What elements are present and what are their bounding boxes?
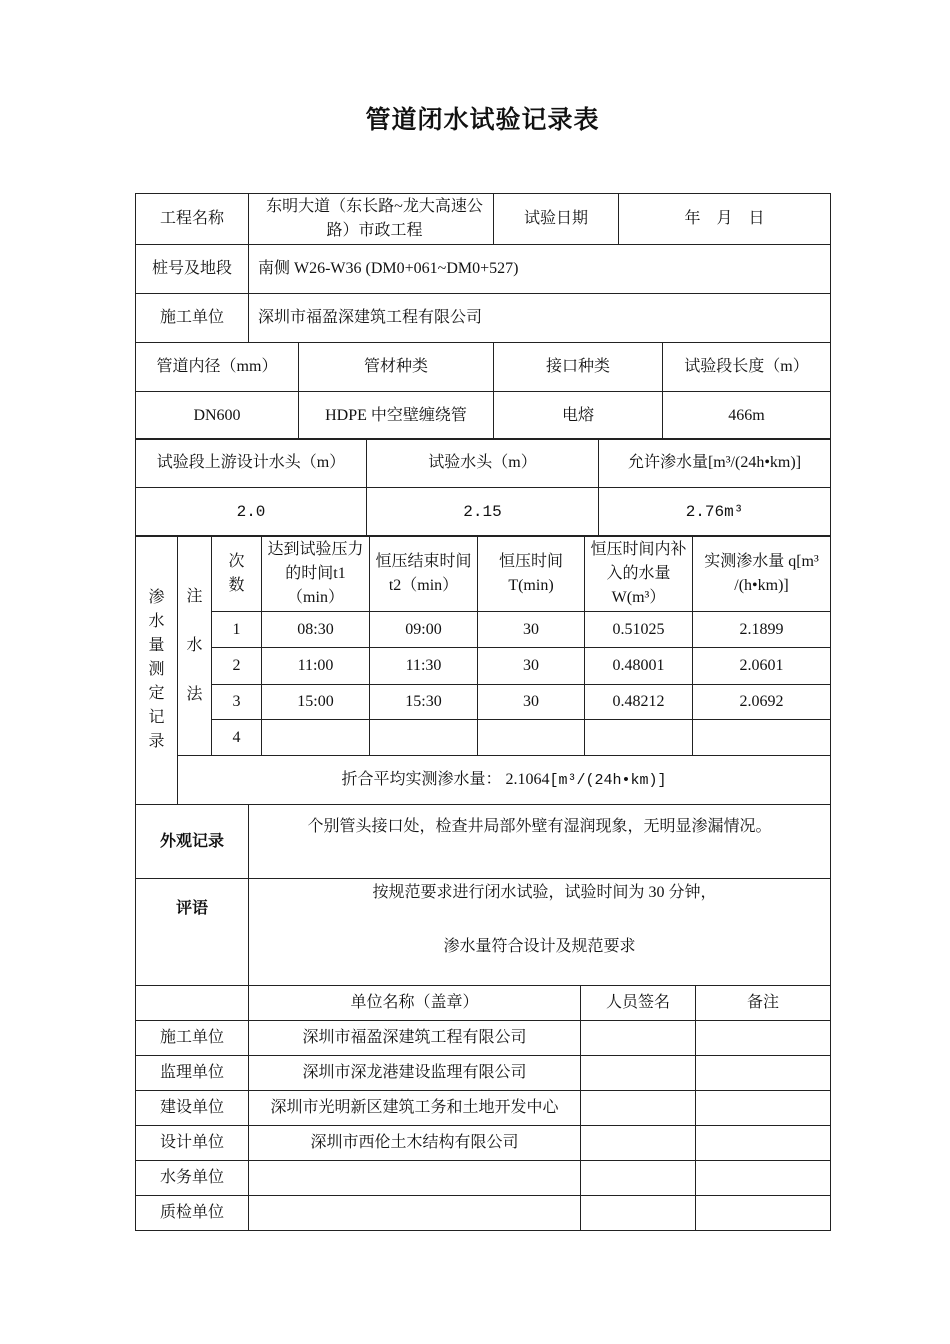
contractor-value: 深圳市福盈深建筑工程有限公司	[249, 294, 831, 343]
signoff-row	[136, 1126, 831, 1161]
row3-t2: 15:30	[370, 685, 478, 720]
count-header	[212, 536, 262, 612]
date-value: 年 月 日	[619, 194, 831, 245]
row4-count: 4	[212, 720, 262, 756]
comment-row	[136, 879, 831, 986]
seepage-record-label	[136, 536, 178, 805]
row2-seepage: 2.0601	[693, 648, 831, 685]
project-label: 工程名称	[136, 194, 249, 245]
allowed-seepage-value: 2.76m³	[599, 488, 831, 537]
appearance-row	[136, 805, 831, 879]
row2-water: 0.48001	[585, 648, 693, 685]
signoff-signature	[581, 1161, 696, 1196]
row3-duration: 30	[478, 685, 585, 720]
row4-t1	[262, 720, 370, 756]
design-head-header: 试验段上游设计水头（m）	[136, 439, 367, 488]
comment-text	[249, 879, 831, 986]
pipe-diameter-value: DN600	[136, 392, 299, 440]
seepage-record-text: 渗水量测定记录	[148, 589, 165, 750]
row1-count: 1	[212, 612, 262, 648]
signoff-role: 建设单位	[136, 1091, 249, 1126]
pipe-material-value: HDPE 中空壁缠绕管	[299, 392, 494, 440]
signoff-signature	[581, 1056, 696, 1091]
signoff-remark	[696, 1021, 831, 1056]
comment-line-1: 按规范要求进行闭水试验，试验时间为 30 分钟，	[372, 884, 717, 901]
signoff-row	[136, 1161, 831, 1196]
row4-seepage	[693, 720, 831, 756]
average-cell	[178, 756, 831, 805]
duration-header: 恒压时间T(min)	[478, 536, 585, 612]
contractor-row	[136, 294, 831, 343]
remarks-table	[135, 804, 831, 986]
average-unit: [m³/(24h•km)]	[549, 771, 667, 789]
appearance-text: 个别管头接口处，检查井局部外壁有湿润现象，无明显渗漏情况。	[249, 805, 831, 879]
row3-count: 3	[212, 685, 262, 720]
test-head-header: 试验水头（m）	[367, 439, 599, 488]
t1-header: 达到试验压力的时间t1（min）	[262, 536, 370, 612]
row1-duration: 30	[478, 612, 585, 648]
average-value: 2.1064	[505, 770, 550, 788]
average-row	[136, 756, 831, 805]
head-header-row	[136, 439, 831, 488]
signoff-signature	[581, 1196, 696, 1231]
signoff-row	[136, 1091, 831, 1126]
pipe-header-row	[136, 343, 831, 392]
injection-method-label	[178, 536, 212, 756]
signoff-unit-name	[249, 1161, 581, 1196]
signoff-remark	[696, 1091, 831, 1126]
signoff-unit-name: 深圳市福盈深建筑工程有限公司	[249, 1021, 581, 1056]
signoff-unit-header: 单位名称（盖章）	[249, 986, 581, 1021]
measure-row-1	[136, 612, 831, 648]
measurement-table	[135, 535, 831, 805]
signoff-header-row	[136, 986, 831, 1021]
row4-duration	[478, 720, 585, 756]
signoff-signature-header: 人员签名	[581, 986, 696, 1021]
row1-t2: 09:00	[370, 612, 478, 648]
t2-header: 恒压结束时间 t2（min）	[370, 536, 478, 612]
appearance-label: 外观记录	[136, 805, 249, 879]
head-value-row	[136, 488, 831, 537]
head-table	[135, 438, 831, 537]
signoff-row	[136, 1196, 831, 1231]
signoff-role: 设计单位	[136, 1126, 249, 1161]
contractor-label: 施工单位	[136, 294, 249, 343]
signoff-unit-name: 深圳市深龙港建设监理有限公司	[249, 1056, 581, 1091]
signoff-remark	[696, 1161, 831, 1196]
row2-t1: 11:00	[262, 648, 370, 685]
row3-t1: 15:00	[262, 685, 370, 720]
signoff-row	[136, 1021, 831, 1056]
project-info-table	[135, 193, 831, 343]
water-added-header: 恒压时间内补入的水量W(m³）	[585, 536, 693, 612]
count-header-text: 次数	[228, 552, 245, 594]
row4-t2	[370, 720, 478, 756]
signoff-remark	[696, 1126, 831, 1161]
signoff-table	[135, 985, 831, 1231]
signoff-blank-header	[136, 986, 249, 1021]
project-value: 东明大道（东长路~龙大高速公路）市政工程	[249, 194, 494, 245]
measured-seepage-header: 实测渗水量 q[m³ /(h•km)]	[693, 536, 831, 612]
station-row	[136, 245, 831, 294]
signoff-signature	[581, 1126, 696, 1161]
signoff-signature	[581, 1021, 696, 1056]
comment-line-2: 渗水量符合设计及规范要求	[443, 938, 636, 955]
pipe-material-header: 管材种类	[299, 343, 494, 392]
signoff-role: 水务单位	[136, 1161, 249, 1196]
row1-seepage: 2.1899	[693, 612, 831, 648]
test-head-value: 2.15	[367, 488, 599, 537]
signoff-role: 施工单位	[136, 1021, 249, 1056]
measure-row-2	[136, 648, 831, 685]
comment-label: 评语	[136, 879, 249, 986]
pipe-value-row	[136, 392, 831, 440]
measure-row-3	[136, 685, 831, 720]
row4-water	[585, 720, 693, 756]
pipe-joint-header: 接口种类	[494, 343, 663, 392]
signoff-row	[136, 1056, 831, 1091]
project-row	[136, 194, 831, 245]
station-label: 桩号及地段	[136, 245, 249, 294]
signoff-role: 质检单位	[136, 1196, 249, 1231]
measure-row-4	[136, 720, 831, 756]
injection-method-text: 注水法	[186, 588, 203, 703]
row1-water: 0.51025	[585, 612, 693, 648]
signoff-signature	[581, 1091, 696, 1126]
average-label: 折合平均实测渗水量：	[341, 770, 502, 788]
date-label: 试验日期	[494, 194, 619, 245]
signoff-unit-name	[249, 1196, 581, 1231]
station-value: 南侧 W26-W36 (DM0+061~DM0+527)	[249, 245, 831, 294]
signoff-remark	[696, 1196, 831, 1231]
row1-t1: 08:30	[262, 612, 370, 648]
measure-header-row	[136, 536, 831, 612]
row3-water: 0.48212	[585, 685, 693, 720]
row2-count: 2	[212, 648, 262, 685]
row2-duration: 30	[478, 648, 585, 685]
signoff-role: 监理单位	[136, 1056, 249, 1091]
pipe-length-value: 466m	[663, 392, 831, 440]
page-title: 管道闭水试验记录表	[365, 107, 600, 134]
pipe-length-header: 试验段长度（m）	[663, 343, 831, 392]
signoff-remark	[696, 1056, 831, 1091]
pipe-table	[135, 342, 831, 440]
row3-seepage: 2.0692	[693, 685, 831, 720]
signoff-unit-name: 深圳市西伦土木结构有限公司	[249, 1126, 581, 1161]
design-head-value: 2.0	[136, 488, 367, 537]
signoff-remark-header: 备注	[696, 986, 831, 1021]
pipe-joint-value: 电熔	[494, 392, 663, 440]
row2-t2: 11:30	[370, 648, 478, 685]
allowed-seepage-header: 允许渗水量[m³/(24h•km)]	[599, 439, 831, 488]
signoff-unit-name: 深圳市光明新区建筑工务和土地开发中心	[249, 1091, 581, 1126]
pipe-diameter-header: 管道内径（mm）	[136, 343, 299, 392]
